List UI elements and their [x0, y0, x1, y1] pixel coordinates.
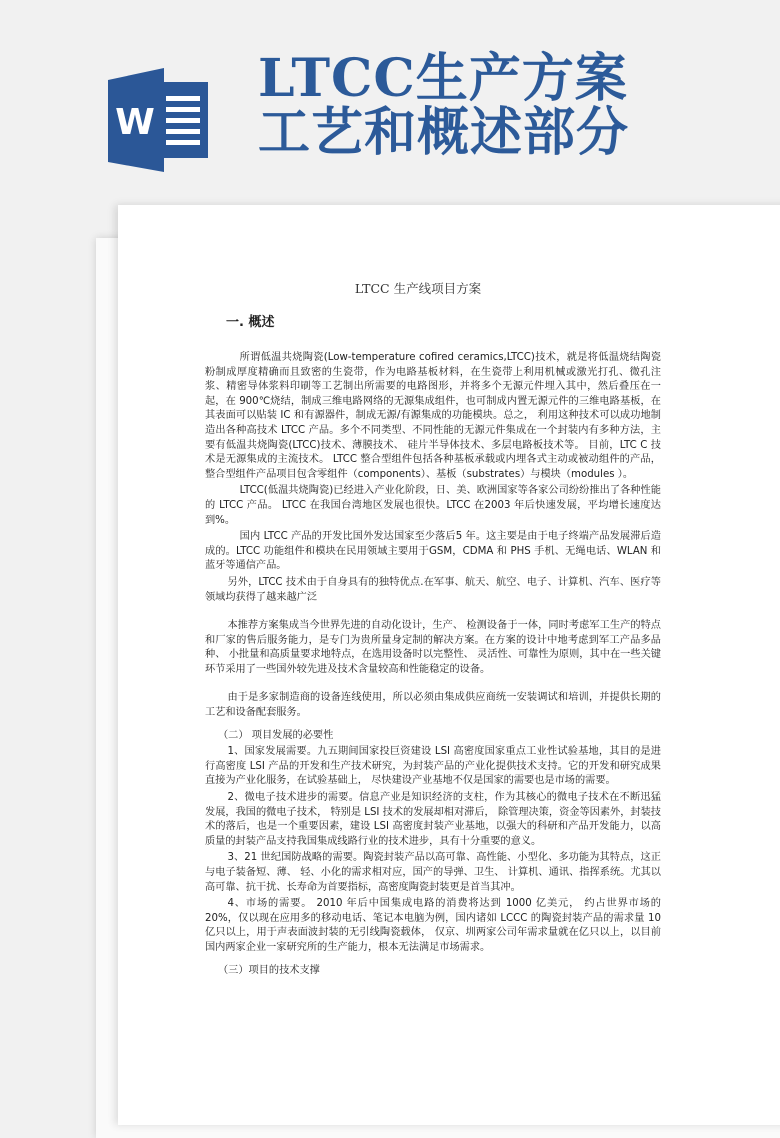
section-heading-tech-support: （三）项目的技术支撑 — [218, 964, 320, 976]
document-body — [205, 351, 661, 980]
document-title: LTCC 生产线项目方案 — [354, 281, 482, 296]
paragraph: 1、国家发展需要。九五期间国家投巨资建设 LSI 高密度国家重点工业性试验基地，其目的是进行高密度 LSI 产品的开发和生产技术研究，为封装产品的产业化提供技术支持。它的开发和研究成果直接为产业化服务，在试验基础上， 尽快建设产业基地不仅是国家的需要也是市场的需要。 — [205, 746, 661, 787]
paragraph: 国内 LTCC 产品的开发比国外发达国家至少落后5 年。这主要是由于电子终端产品发展滞后造成的。LTCC 功能组件和模块在民用领域主要用于GSM，CDMA 和 PHS 手机、无绳电话、WLAN 和蓝牙等通信产品。 — [205, 531, 661, 572]
paragraph: 另外，LTCC 技术由于自身具有的独特优点.在军事、航天、航空、电子、计算机、汽车、医疗等领域均获得了越来越广泛 — [205, 576, 661, 603]
document-page — [118, 205, 780, 1125]
word-icon — [108, 68, 208, 172]
banner-title-line2: 工艺和概述部分 — [258, 102, 630, 163]
paragraph: 所谓低温共烧陶瓷(Low-temperature cofired ceramics,LTCC)技术，就是将低温烧结陶瓷粉制成厚度精确而且致密的生瓷带，作为电路基板材料，在生瓷带上利用机械或激光打孔、微孔注浆、精密导体浆料印刷等工艺制出所需要的电路图形，并将多个无源元件埋入其中，然后叠压在一起，在 900℃烧结，制成三维电路网络的无源集成组件，也可制成内置无源元件的三维电路基板，在其表面可以贴装 IC 和有源器件，制成无源/有源集成的功能模块。总之， 利用这种技术可以成功地制造出各种高技术 LTCC 产品。多个不同类型、不同性能的无源元件集成在一个封装内有多种方法，主要有低温共烧陶瓷(LTCC)技术、薄膜技术、 硅片半导体技术、多层电路板技术等。 目前，LTC C 技术是无源集成的主流技术。 LTCC 整合型组件包括各种基板承载或内埋各式主动或被动组件的产品， 整合型组件产品项目包含零组件（components）、基板（substrates）与模块（modules ）。 — [205, 352, 661, 480]
paragraph: 本推荐方案集成当今世界先进的自动化设计，生产、 检测设备于一体，同时考虑军工生产的特点和厂家的售后服务能力，是专门为贵所量身定制的解决方案。在方案的设计中地考虑到军工产品多品种、 小批量和高质量要求地特点，在选用设备时以完整性、 灵活性、可靠性为原则，其中在一些关键环节采用了一些国外较先进及技术含量较高和性能稳定的设备。 — [205, 620, 661, 675]
paragraph: 由于是多家制造商的设备连线使用，所以必须由集成供应商统一安装调试和培训，并提供长期的工艺和设备配套服务。 — [205, 692, 661, 719]
svg-text:W: W — [115, 102, 155, 143]
paragraph: 2、微电子技术进步的需要。信息产业是知识经济的支柱，作为其核心的微电子技术在不断迅猛发展，我国的微电子技术， 特别是 LSI 技术的发展却相对滞后， 除管理决策，资金等因素外，封装技术的落后，也是一个重要因素，建设 LSI 高密度封装产业基地，以强大的科研和产品开发能力，以高质量的封装产品支持我国集成线路行业的技术进步，具有十分重要的意义。 — [205, 792, 661, 847]
paragraph: 4、市场的需要。 2010 年后中国集成电路的消费将达到 1000 亿美元， 约占世界市场的 20%，仅以现在应用多的移动电话、笔记本电脑为例，国内诸如 LCCC 的陶瓷封装产品的需求量 10 亿只以上，用于声表面波封装的无引线陶瓷载体， 仅京、圳两家公司年需求量就在亿只以上，以目前国内两家企业一家研究所的生产能力，根本无法满足市场需求。 — [205, 898, 661, 953]
section-heading-necessity: （二） 项目发展的必要性 — [218, 729, 334, 741]
paragraph: 3、21 世纪国防战略的需要。陶瓷封装产品以高可靠、高性能、小型化、多功能为其特点，这正与电子装备短、薄、 轻、小化的需求相对应，国产的导弹、卫生、 计算机、通讯、指挥系统。尤其以高可靠、抗干扰、长寿命为首要指标，高密度陶瓷封装更是首当其冲。 — [205, 852, 661, 893]
paragraph: LTCC(低温共烧陶瓷)已经进入产业化阶段，日、美、欧洲国家等各家公司纷纷推出了各种性能的 LTCC 产品。 LTCC 在我国台湾地区发展也很快。LTCC 在2003 年后快速发展，平均增长速度达到%。 — [205, 485, 661, 526]
banner-title — [258, 48, 630, 163]
section-heading-overview: 一. 概述 — [226, 315, 275, 330]
banner-title-line1: LTCC生产方案 — [258, 48, 628, 109]
